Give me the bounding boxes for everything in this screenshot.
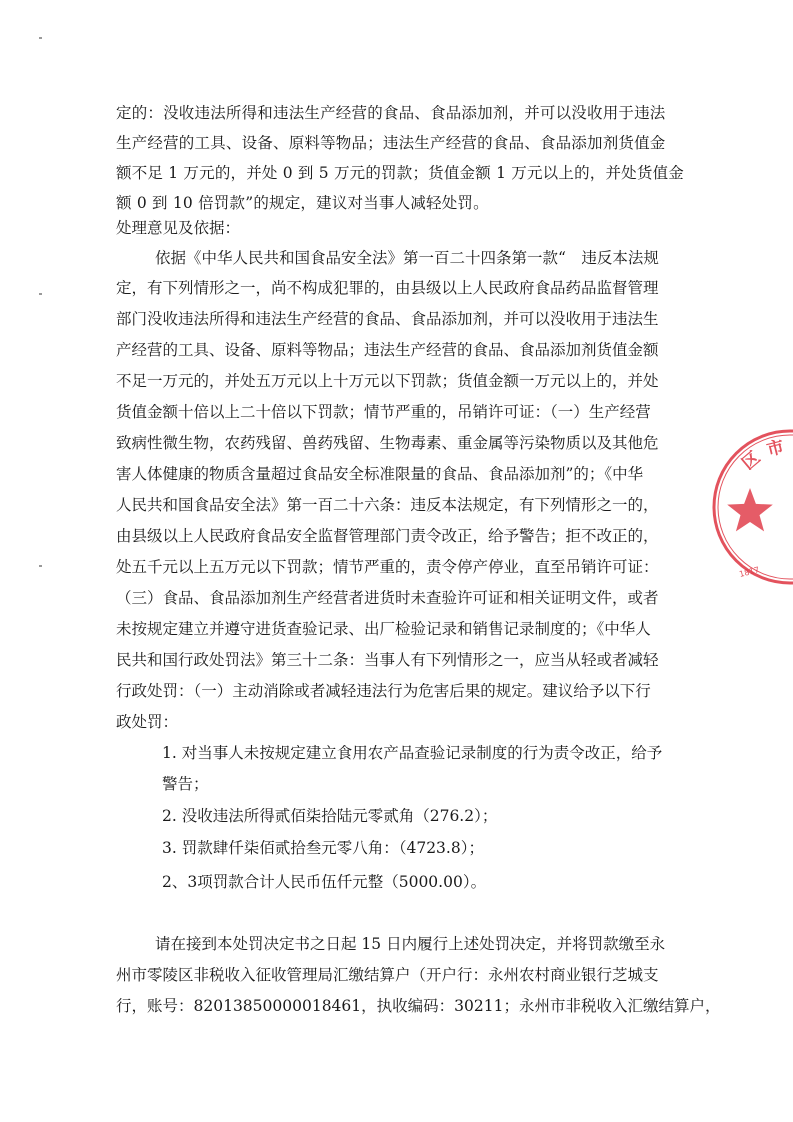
- scan-mark: [39, 37, 42, 39]
- text-line: 额 0 到 10 倍罚款”的规定，建议对当事人减轻处罚。: [116, 194, 489, 212]
- text-line: 依据《中华人民共和国食品安全法》第一百二十四条第一款“ 违反本法规: [155, 249, 659, 267]
- text-line: 生产经营的工具、设备、原料等物品；违法生产经营的食品、食品添加剂货值金: [116, 134, 666, 152]
- text-line: （三）食品、食品添加剂生产经营者进货时未查验许可证和相关证明文件，或者: [116, 589, 659, 607]
- text-line: 民共和国行政处罚法》第三十二条：当事人有下列情形之一，应当从轻或者减轻: [116, 651, 659, 669]
- text-line: 定，有下列情形之一，尚不构成犯罪的，由县级以上人民政府食品药品监督管理: [116, 279, 659, 297]
- seal-char: 区: [738, 447, 765, 475]
- seal-number: 1817: [738, 565, 761, 579]
- section-heading: 处理意见及依据：: [116, 219, 241, 237]
- scan-mark: [39, 565, 42, 567]
- text-line: 致病性微生物，农药残留、兽药残留、生物毒素、重金属等污染物质以及其他危: [116, 434, 659, 452]
- text-line: 人民共和国食品安全法》第一百二十六条：违反本法规定，有下列情形之一的，: [116, 496, 659, 514]
- seal-star-icon: [727, 488, 773, 531]
- text-line: 定的：没收违法所得和违法生产经营的食品、食品添加剂，并可以没收用于违法: [116, 104, 666, 122]
- penalty-item-continuation: 警告；: [162, 775, 209, 793]
- text-line: 害人体健康的物质含量超过食品安全标准限量的食品、食品添加剂”的；《中华: [116, 465, 644, 483]
- penalty-item: 2. 没收违法所得贰佰柒拾陆元零贰角（276.2）；: [162, 807, 498, 825]
- text-line: 行政处罚：（一）主动消除或者减轻违法行为危害后果的规定。建议给予以下行: [116, 682, 651, 700]
- text-line: 额不足 1 万元的，并处 0 到 5 万元的罚款；货值金额 1 万元以上的，并处货值金: [116, 164, 684, 182]
- seal-graphic: [700, 425, 793, 590]
- text-line: 货值金额十倍以上二十倍以下罚款；情节严重的，吊销许可证：（一）生产经营: [116, 403, 651, 421]
- text-line: 处五千元以上五万元以下罚款；情节严重的，责令停产停业，直至吊销许可证：: [116, 558, 659, 576]
- text-line: 行，账号：82013850000018461，执收编码：30211；永州市非税收入汇缴结算户，: [116, 997, 721, 1015]
- text-line: 由县级以上人民政府食品安全监督管理部门责令改正，给予警告；拒不改正的，: [116, 527, 659, 545]
- text-line: 州市零陵区非税收入征收管理局汇缴结算户（开户行：永州农村商业银行芝城支: [116, 966, 659, 984]
- text-line: 政处罚：: [116, 713, 179, 731]
- penalty-total: 2、3项罚款合计人民币伍仟元整（5000.00）。: [162, 873, 487, 891]
- official-seal: [700, 425, 793, 590]
- penalty-item: 3. 罚款肆仟柒佰贰拾叁元零八角：（4723.8）；: [162, 839, 484, 857]
- text-line: 不足一万元的，并处五万元以上十万元以下罚款；货值金额一万元以上的，并处: [116, 372, 659, 390]
- text-line: 部门没收违法所得和违法生产经营的食品、食品添加剂，并可以没收用于违法生: [116, 310, 659, 328]
- text-line: 未按规定建立并遵守进货查验记录、出厂检验记录和销售记录制度的；《中华人: [116, 620, 651, 638]
- seal-char: 市: [764, 437, 787, 461]
- text-line: 产经营的工具、设备、原料等物品；违法生产经营的食品、食品添加剂货值金额: [116, 341, 659, 359]
- penalty-item: 1. 对当事人未按规定建立食用农产品查验记录制度的行为责令改正，给予: [162, 744, 663, 762]
- scan-mark: [39, 293, 42, 295]
- text-line: 请在接到本处罚决定书之日起 15 日内履行上述处罚决定，并将罚款缴至永: [155, 935, 666, 953]
